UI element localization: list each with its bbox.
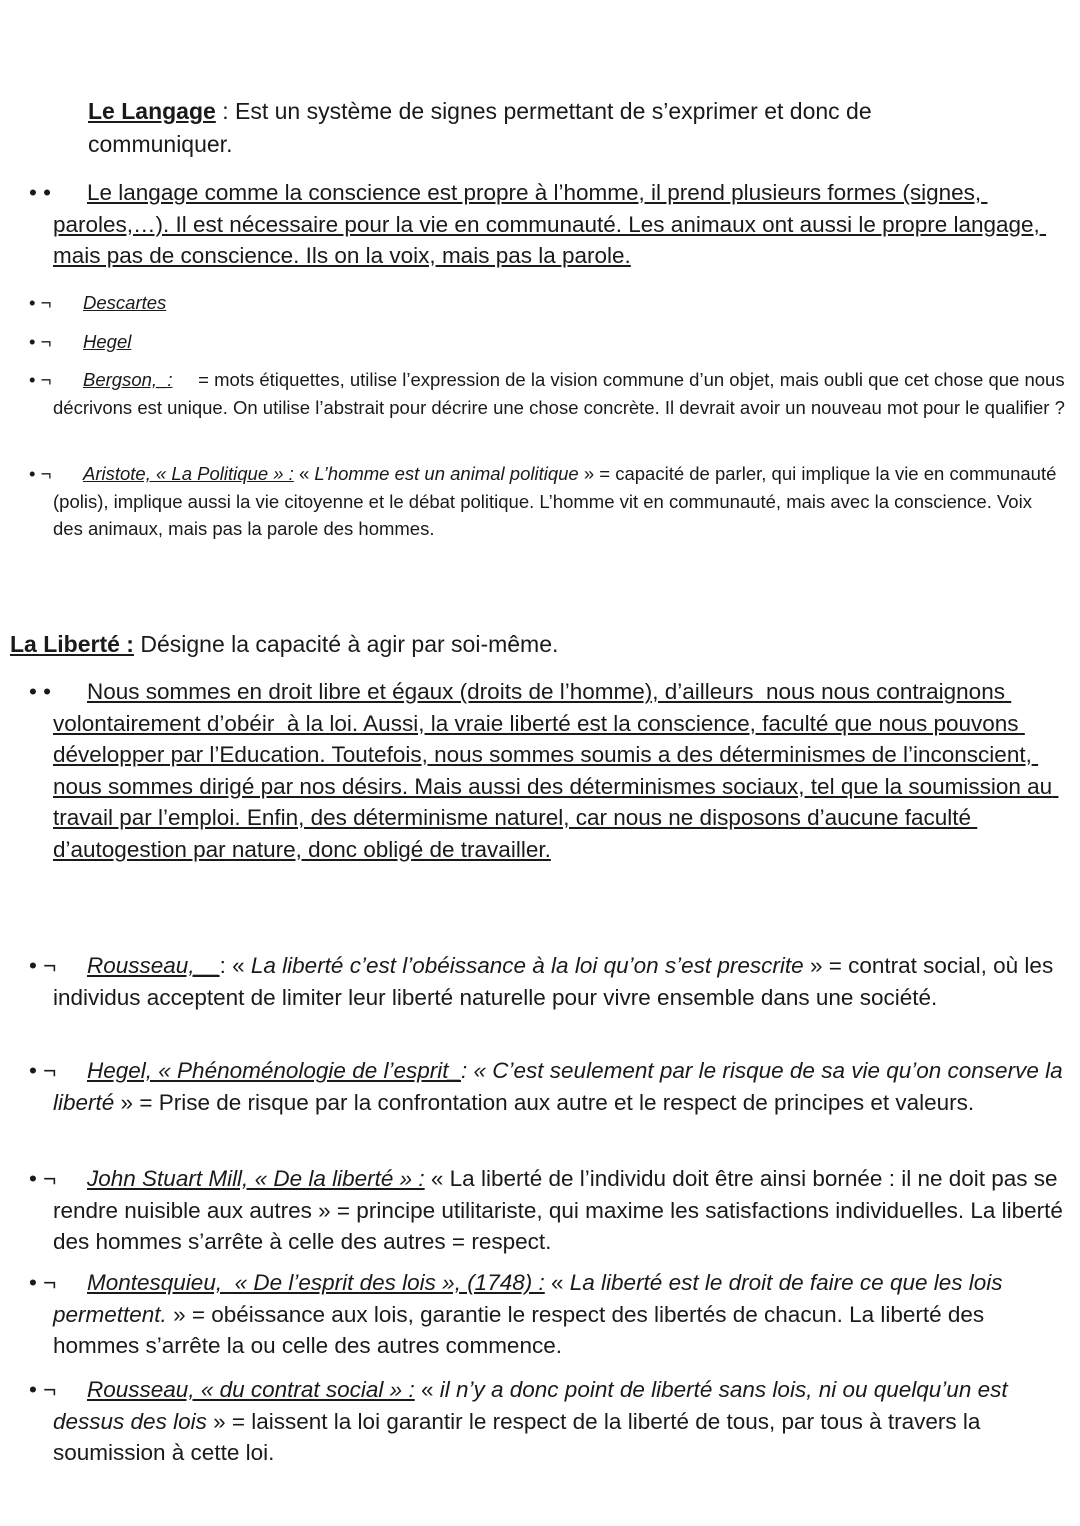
note-text: « [544,1270,570,1295]
list-item [29,328,1066,356]
author-reference: John Stuart Mill, « De la liberté » : [87,1166,425,1191]
definition-liberte [10,628,1080,661]
bullet-marker: • ¬ [29,463,52,484]
definition-langage: Le Langage : Est un système de signes permettant de s’exprimer et donc de communiquer. [88,98,872,157]
bullet-marker: • • [29,180,52,205]
note-text: : « [219,953,251,978]
list-item [29,1374,1066,1469]
list-item [29,1055,1069,1118]
definition-text: Est un système de signes permettant de s’exprimer et donc de communiquer. [88,98,872,157]
note-text: = mots étiquettes, utilise l’expression de la vision commune d’un objet, mais oubli que cet chose que nous décrivons est unique. On utilise l’abstrait pour décrire une chose concrète. Il devrait avoir un nouveau mot pour le qualifier ? [53,369,1070,418]
author-reference: Rousseau,__ [87,953,220,978]
bullet-marker: • ¬ [29,1058,57,1083]
author-reference: Bergson,_: [83,369,173,390]
bullet-marker: • ¬ [29,1270,57,1295]
term-langage: Le Langage [88,98,216,124]
note-text: « [293,463,315,484]
note-text: » = contrat social, où les individus acceptent de limiter leur liberté naturelle pour vivre ensemble dans une société. [53,953,1060,1010]
list-item [29,676,1066,865]
quote-text: : « [461,1058,493,1083]
note-text: » = capacité de parler, qui implique la vie en communauté (polis), implique aussi la vie citoyenne et le débat politique. L’homme vit en communauté, mais avec la conscience. Voix des animaux, mais pas la parole des hommes. [53,463,1062,539]
quote-text: La liberté est le droit de faire ce que les lois permettent. [53,1270,1009,1327]
list-item [29,366,1070,421]
author-reference: Descartes [83,292,167,313]
author-reference: Hegel [83,331,132,352]
note-text: » = laissent la loi garantir le respect de la liberté de tous, par tous à travers la soumission à cette loi. [53,1408,987,1465]
list-item [29,1267,1066,1362]
author-reference: Hegel, « Phénoménologie de l’esprit_ [87,1058,461,1083]
author-reference: Rousseau, « du contrat social » : [87,1377,415,1402]
quote-text: La liberté c’est l’obéissance à la loi qu’on s’est prescrite [250,953,804,978]
definition-text: Désigne la capacité à agir par soi-même. [140,631,559,657]
note-text: « La liberté de l’individu doit être ainsi bornée : il ne doit pas se rendre nuisible aux autres » = principe utilitariste, qui maxime les satisfactions individuelles. La liberté des hommes s’arrête à celle des autres = respect. [53,1166,1070,1254]
list-item [29,1163,1070,1258]
note-text: « [414,1377,440,1402]
quote-text: il n’y a donc point de liberté sans lois, ni ou quelqu’un est dessus des lois [53,1377,1014,1434]
term-liberte: La Liberté : [10,631,134,657]
bullet-marker: • ¬ [29,1166,57,1191]
note-text: » = Prise de risque par la confrontation aux autre et le respect de principes et valeurs. [114,1089,975,1115]
note-text: Le langage comme la conscience est propre à l’homme, il prend plusieurs formes (signes, paroles,…). Il est nécessaire pour la vie en communauté. Les animaux ont aussi le propre langage, mais pas de conscience. Ils on la voix, mais pas la parole. [53,180,1047,268]
quote-text: L’homme est un animal politique [314,463,579,484]
bullet-marker: • ¬ [29,292,52,313]
note-text: » = obéissance aux lois, garantie le respect des libertés de chacun. La liberté des hommes s’arrête la ou celle des autres commence. [53,1301,991,1358]
bullet-marker: • ¬ [29,1377,57,1402]
list-item [29,177,1066,272]
list-item [29,460,1066,543]
note-text: Nous sommes en droit libre et égaux (droits de l’homme), d’ailleurs nous nous contraignons volontairement d’obéir à la loi. Aussi, la vraie liberté est la conscience, faculté que nous pouvons développer par l’Education. Toutefois, nous sommes soumis a des déterminismes de l’inconscient, nous sommes dirigé par nos désirs. Mais aussi des déterminismes sociaux, tel que la soumission au travail par l’emploi. Enfin, des déterminisme naturel, car nous ne disposons d’aucune faculté d’autogestion par nature, donc obligé de travailler. [53,679,1059,862]
bullet-marker: • • [29,679,52,704]
list-item [29,950,1066,1013]
quote-text: C’est seulement par le risque de sa vie qu’on conserve la liberté [53,1058,1069,1115]
bullet-marker: • ¬ [29,331,52,352]
bullet-marker: • ¬ [29,953,57,978]
list-item [29,289,1066,317]
author-reference: Montesquieu, « De l’esprit des lois », (1748) : [87,1270,545,1295]
author-reference: Aristote, « La Politique » : [83,463,294,484]
bullet-marker: • ¬ [29,369,52,390]
